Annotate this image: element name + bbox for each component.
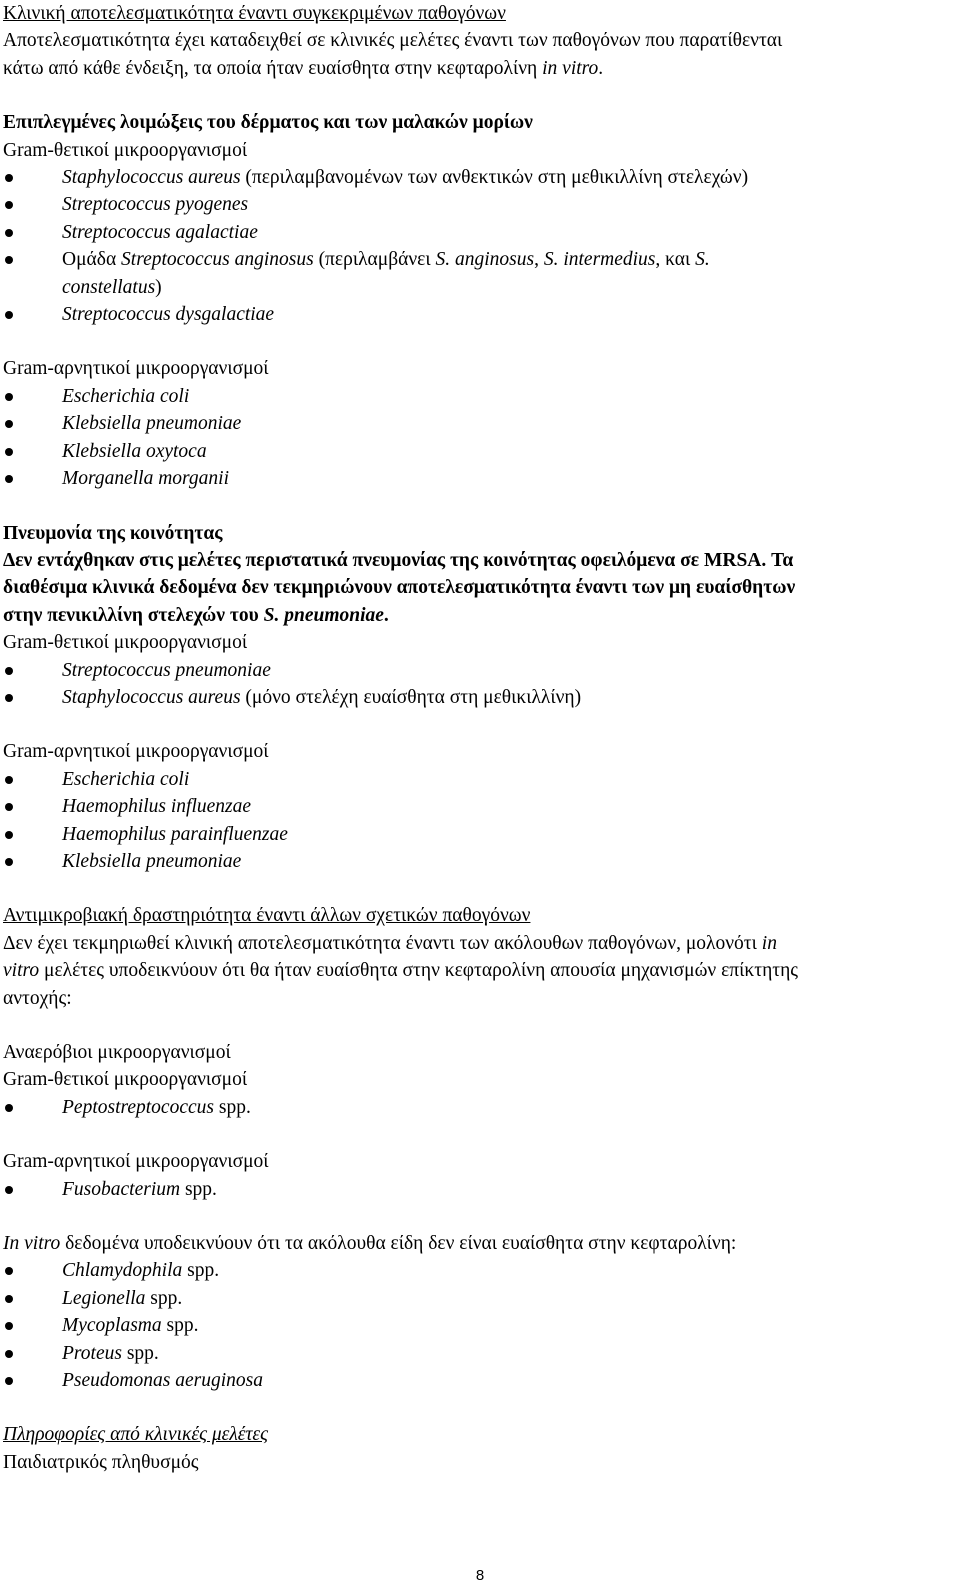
- list-item: [3, 1257, 953, 1284]
- species-name: Streptococcus dysgalactiae: [62, 304, 275, 326]
- other-pathogens-heading: Αντιμικροβιακή δραστηριότητα έναντι άλλων σχετικών παθογόνων: [3, 905, 531, 927]
- clinical-efficacy-heading: Κλινική αποτελεσματικότητα έναντι συγκεκριμένων παθογόνων: [3, 3, 506, 24]
- species-name: Morganella morganii: [62, 468, 230, 490]
- other-paragraph-text: μελέτες υποδεικνύουν ότι θα ήταν ευαίσθητα στην κεφταρολίνη απουσία μηχανισμών επίκτητης: [39, 960, 799, 982]
- bullet-icon: [5, 448, 13, 456]
- spp-suffix: spp.: [121, 1342, 159, 1364]
- clinical-intro-line-1: Αποτελεσματικότητα έχει καταδειχθεί σε κλινικές μελέτες έναντι των παθογόνων που παρατίθενται: [3, 30, 783, 52]
- species-name: Klebsiella pneumoniae: [62, 413, 242, 435]
- species-name: S. pneumoniae: [263, 604, 384, 626]
- species-note: (περιλαμβανομένων των ανθεκτικών στη μεθικιλλίνη στελεχών): [240, 167, 749, 189]
- spp-suffix: spp.: [213, 1096, 251, 1118]
- list-item: [3, 657, 953, 684]
- list-item: [3, 164, 953, 191]
- list-item: [3, 1285, 953, 1312]
- species-note: (περιλαμβάνει: [313, 249, 436, 271]
- anaerobes-gram-negative-list: [3, 1176, 953, 1203]
- non-susceptible-list: [3, 1257, 953, 1394]
- closing-paren: ): [155, 276, 162, 298]
- list-item: [3, 465, 953, 492]
- species-name: Streptococcus agalactiae: [62, 221, 258, 243]
- bullet-icon: [5, 1186, 13, 1194]
- species-name: Legionella: [62, 1287, 146, 1309]
- pneumonia-heading: Πνευμονία της κοινότητας: [3, 522, 223, 544]
- species-name: S.: [695, 249, 710, 271]
- species-name: Streptococcus pyogenes: [62, 194, 249, 216]
- species-name: Staphylococcus aureus: [62, 167, 241, 189]
- in-vitro-term: in vitro: [542, 57, 599, 79]
- pneumonia-gram-positive-label: Gram-θετικοί μικροοργανισμοί: [3, 632, 248, 654]
- bullet-icon: [5, 475, 13, 483]
- species-note: (μόνο στελέχη ευαίσθητα στη μεθικιλλίνη): [240, 686, 582, 708]
- species-name: Escherichia coli: [62, 768, 190, 790]
- skin-gram-positive-label: Gram-θετικοί μικροοργανισμοί: [3, 139, 248, 161]
- skin-gram-positive-list: [3, 164, 953, 328]
- in-vitro-term: In vitro: [3, 1233, 61, 1255]
- list-item: [3, 766, 953, 793]
- pneumonia-note-line-1: Δεν εντάχθηκαν στις μελέτες περιστατικά πνευμονίας της κοινότητας οφειλόμενα σε MRSA. Τα: [3, 549, 794, 571]
- species-name: Klebsiella pneumoniae: [62, 850, 242, 872]
- species-name: Chlamydophila: [62, 1260, 183, 1282]
- list-item: [3, 793, 953, 820]
- bullet-icon: [5, 256, 13, 264]
- bullet-icon: [5, 420, 13, 428]
- bullet-icon: [5, 1322, 13, 1330]
- bullet-icon: [5, 858, 13, 866]
- other-paragraph-line-2: [3, 957, 953, 984]
- clinical-studies-heading: Πληροφορίες από κλινικές μελέτες: [3, 1424, 269, 1446]
- list-item: [3, 1312, 953, 1339]
- species-name: S. anginosus: [435, 249, 535, 271]
- species-name: Fusobacterium: [62, 1178, 181, 1200]
- species-name: Streptococcus anginosus: [121, 249, 314, 271]
- bullet-icon: [5, 229, 13, 237]
- species-name: Escherichia coli: [62, 385, 190, 407]
- list-item: [3, 1176, 953, 1203]
- species-name: Staphylococcus aureus: [62, 686, 241, 708]
- list-item: [3, 684, 953, 711]
- species-name: Mycoplasma: [62, 1315, 162, 1337]
- bullet-icon: [5, 1104, 13, 1112]
- skin-gram-negative-list: [3, 383, 953, 493]
- non-susceptible-intro-text: δεδομένα υποδεικνύουν ότι τα ακόλουθα είδη δεν είναι ευαίσθητα στην κεφταρολίνη:: [60, 1233, 737, 1255]
- bullet-icon: [5, 776, 13, 784]
- pneumonia-gram-negative-label: Gram-αρνητικοί μικροοργανισμοί: [3, 741, 269, 763]
- pneumonia-note-period: .: [383, 604, 389, 626]
- list-item: [3, 1367, 953, 1394]
- bullet-icon: [5, 803, 13, 811]
- bullet-icon: [5, 201, 13, 209]
- species-name: constellatus: [62, 276, 156, 298]
- species-name: S. intermedius: [543, 249, 656, 271]
- anaerobes-label: Αναερόβιοι μικροοργανισμοί: [3, 1042, 231, 1063]
- clinical-intro-line-2: [3, 55, 953, 82]
- document-page: [3, 0, 953, 1476]
- pneumonia-note-line-3: [3, 602, 953, 629]
- vitro-term: vitro: [3, 960, 40, 982]
- list-item: [3, 383, 953, 410]
- bullet-icon: [5, 393, 13, 401]
- bullet-icon: [5, 1350, 13, 1358]
- other-paragraph-text: Δεν έχει τεκμηριωθεί κλινική αποτελεσματικότητα έναντι των ακόλουθων παθογόνων, μολονότι: [3, 932, 762, 954]
- spp-suffix: spp.: [145, 1287, 183, 1309]
- pediatric-population-label: Παιδιατρικός πληθυσμός: [3, 1451, 199, 1473]
- species-name: Pseudomonas aeruginosa: [62, 1370, 263, 1392]
- bullet-icon: [5, 1295, 13, 1303]
- list-item: [3, 219, 953, 246]
- clinical-intro-period: .: [598, 57, 604, 79]
- bullet-icon: [5, 831, 13, 839]
- other-paragraph-line-3: αντοχής:: [3, 987, 72, 1009]
- species-name: Haemophilus parainfluenzae: [62, 823, 288, 845]
- pneumonia-note-line-2: διαθέσιμα κλινικά δεδομένα δεν τεκμηριώνουν αποτελεσματικότητα έναντι των μη ευαίσθητων: [3, 577, 796, 599]
- non-susceptible-intro: [3, 1230, 953, 1257]
- bullet-icon: [5, 667, 13, 675]
- list-item: [3, 848, 953, 875]
- list-item: [3, 246, 953, 301]
- list-item: [3, 1340, 953, 1367]
- spp-suffix: spp.: [161, 1315, 199, 1337]
- pneumonia-gram-positive-list: [3, 657, 953, 712]
- pneumonia-note-text: στην πενικιλλίνη στελεχών του: [3, 604, 264, 626]
- anaerobes-gram-positive-list: [3, 1094, 953, 1121]
- page-number: 8: [475, 1567, 485, 1584]
- species-name: Haemophilus influenzae: [62, 796, 252, 818]
- bullet-icon: [5, 1377, 13, 1385]
- species-name: Klebsiella oxytoca: [62, 440, 207, 462]
- list-item: [3, 191, 953, 218]
- clinical-intro-text: κάτω από κάθε ένδειξη, τα οποία ήταν ευαίσθητα στην κεφταρολίνη: [3, 57, 543, 79]
- separator: ,: [534, 249, 544, 271]
- list-item: [3, 1094, 953, 1121]
- species-name: Peptostreptococcus: [62, 1096, 214, 1118]
- bullet-icon: [5, 694, 13, 702]
- anaerobes-gram-positive-label: Gram-θετικοί μικροοργανισμοί: [3, 1069, 248, 1091]
- other-paragraph-line-1: [3, 930, 953, 957]
- list-item: [3, 821, 953, 848]
- separator: , και: [655, 249, 696, 271]
- bullet-icon: [5, 174, 13, 182]
- skin-gram-negative-label: Gram-αρνητικοί μικροοργανισμοί: [3, 358, 269, 380]
- group-prefix: Ομάδα: [62, 249, 122, 271]
- bullet-icon: [5, 1267, 13, 1275]
- spp-suffix: spp.: [182, 1260, 220, 1282]
- list-item: [3, 301, 953, 328]
- spp-suffix: spp.: [180, 1178, 217, 1200]
- anaerobes-gram-negative-label: Gram-αρνητικοί μικροοργανισμοί: [3, 1151, 269, 1173]
- species-name: Streptococcus pneumoniae: [62, 659, 271, 681]
- list-item: [3, 410, 953, 437]
- species-name: Proteus: [62, 1342, 122, 1364]
- pneumonia-gram-negative-list: [3, 766, 953, 876]
- skin-infections-heading: Επιπλεγμένες λοιμώξεις του δέρματος και των μαλακών μορίων: [3, 112, 533, 134]
- list-item: [3, 438, 953, 465]
- in-term: in: [761, 932, 777, 954]
- bullet-icon: [5, 311, 13, 319]
